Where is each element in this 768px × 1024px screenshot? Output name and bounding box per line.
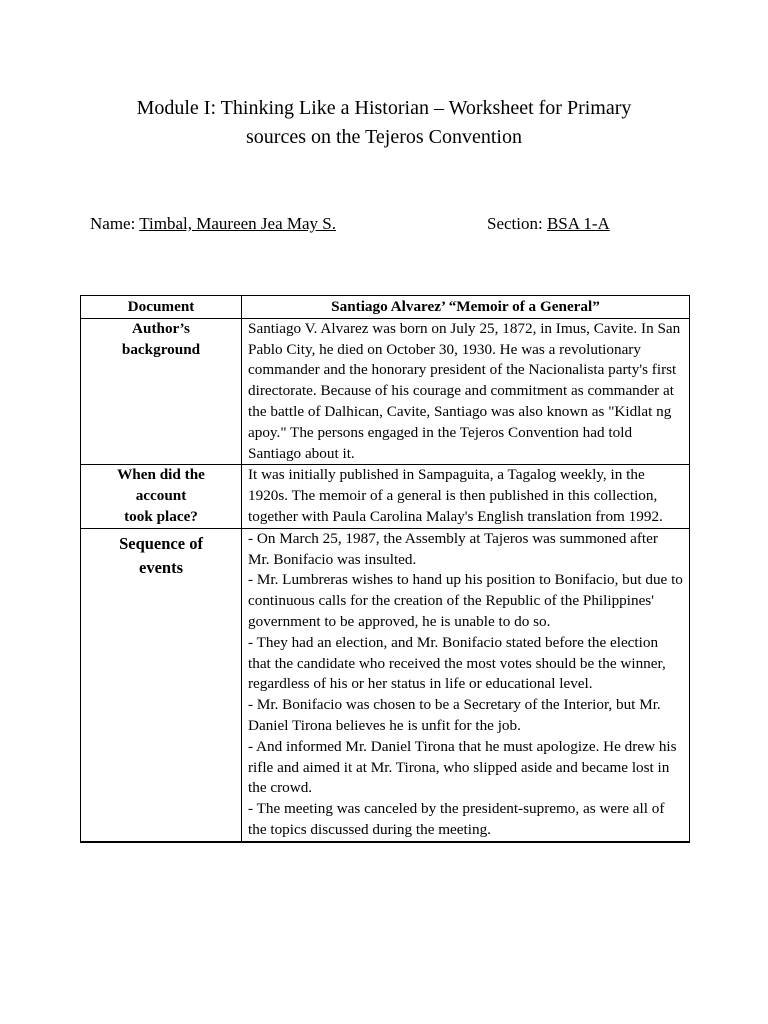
author-background-text: Santiago V. Alvarez was born on July 25, 1872, in Imus, Cavite. In San Pablo City, he died on October 30, 1930. He was a revolutionary commander and the honorary president of the Nacionalista party's first directorate. Because of his courage and commitment as commander at the battle of Dalhican, Cavite, Santiago was also known as "Kidlat ng apoy." The persons engaged in the Tejeros Convention had told Santiago about it. [242,318,690,465]
row-label-account-date: When did the account took place? [81,465,242,528]
table-row-author-background [81,318,690,465]
list-item: - They had an election, and Mr. Bonifacio stated before the election that the candidate who received the most votes should be the winner, regardless of his or her status in life or educational level. [248,633,666,693]
list-item: - Mr. Bonifacio was chosen to be a Secretary of the Interior, but Mr. Daniel Tirona believes he is unfit for the job. [248,696,661,734]
list-item: - And informed Mr. Daniel Tirona that he must apologize. He drew his rifle and aimed it at Mr. Tirona, who slipped aside and became lost in the crowd. [248,737,677,797]
header-source-title: Santiago Alvarez’ “Memoir of a General” [242,296,690,319]
student-name [90,214,336,234]
section-label: Section: [487,214,547,233]
student-info-row [90,214,690,238]
title-line-1: Module I: Thinking Like a Historian – Worksheet for Primary [136,97,632,119]
list-item: - Mr. Lumbreras wishes to hand up his position to Bonifacio, but due to continuous calls for the creation of the Republic of the Philippines' government to be approved, he is unable to do so. [248,571,683,630]
account-date-text: It was initially published in Sampaguita, a Tagalog weekly, in the 1920s. The memoir of a general is then published in this collection, together with Paula Carolina Malay's English translation from 1992. [242,465,690,528]
table-row-account-date [81,465,690,528]
table-header-row [81,296,690,319]
sequence-of-events-list [242,528,690,841]
list-item: - The meeting was canceled by the president-supremo, as were all of the topics discussed during the meeting. [248,800,665,838]
section-value: BSA 1-A [546,214,610,233]
student-section [487,214,610,234]
name-value: Timbal, Maureen Jea May S. [139,214,337,233]
name-label: Name: [90,214,140,233]
row-label-sequence-of-events: Sequence of events [81,528,242,841]
table-row-sequence-of-events [81,528,690,841]
row-label-author-background: Author’s background [81,318,242,465]
list-item: - On March 25, 1987, the Assembly at Tajeros was summoned after Mr. Bonifacio was insulted. [248,529,658,568]
worksheet-table [80,295,690,843]
header-document: Document [81,296,242,319]
title-line-2: sources on the Tejeros Convention [246,126,522,148]
worksheet-title [60,94,708,152]
